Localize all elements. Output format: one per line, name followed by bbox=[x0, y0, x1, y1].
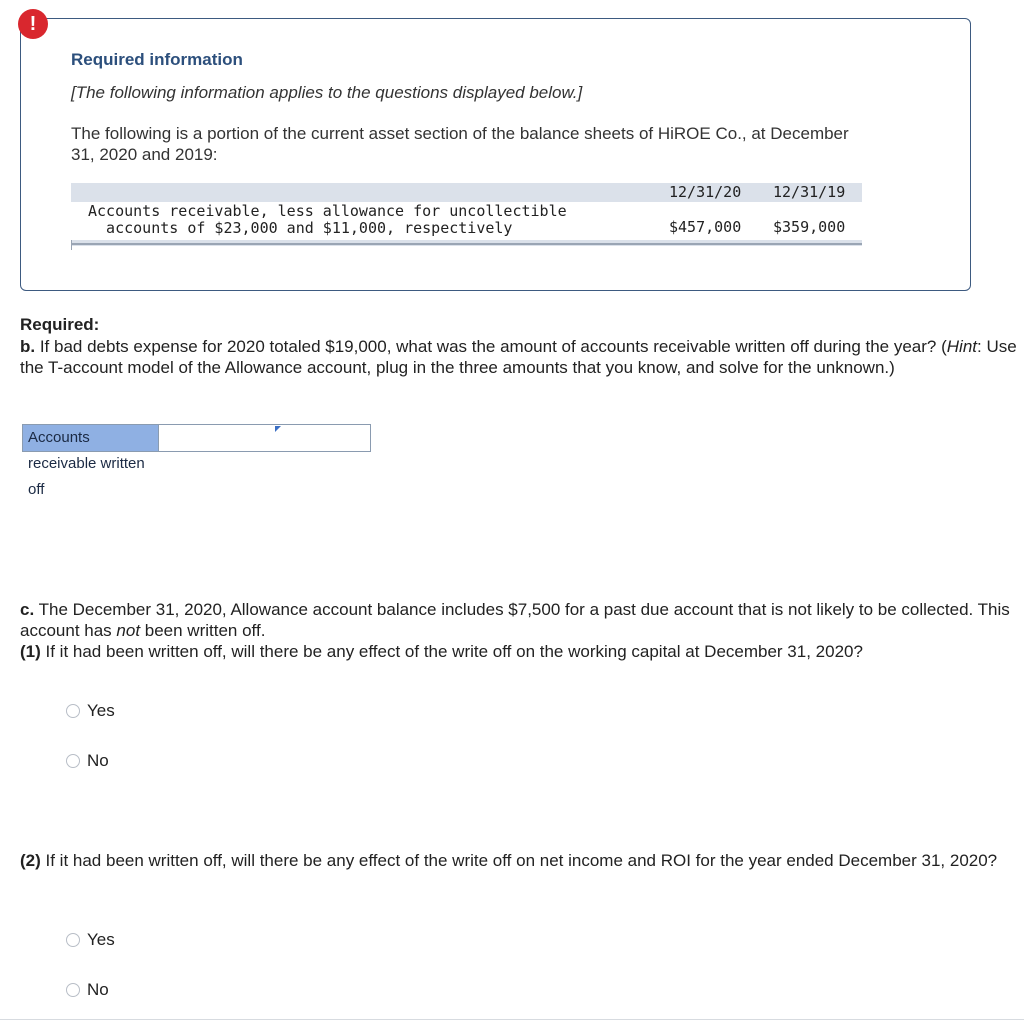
question-c1-prefix: (1) bbox=[20, 642, 41, 661]
table-divider-tick bbox=[71, 240, 72, 250]
alert-icon: ! bbox=[18, 9, 48, 39]
radio-c1-no[interactable] bbox=[66, 751, 109, 771]
hint-label: Hint bbox=[946, 337, 977, 356]
hint-text: : Use the T-account model of the Allowance account, plug in the three amounts that you know, and solve for the unknown.) bbox=[20, 337, 1017, 377]
intro-line-2: 31, 2020 and 2019: bbox=[71, 145, 218, 164]
question-c2 bbox=[20, 850, 1020, 871]
intro-line-1: The following is a portion of the current asset section of the balance sheets of HiROE Co., at December bbox=[71, 124, 849, 143]
question-c-text-before: The December 31, 2020, Allowance account balance includes $7,500 for a past due account that is not likely to be collected. This account has bbox=[20, 600, 1010, 640]
radio-circle-icon[interactable] bbox=[66, 933, 80, 947]
question-b bbox=[20, 336, 1020, 378]
question-c2-prefix: (2) bbox=[20, 851, 41, 870]
answer-b-row bbox=[22, 424, 371, 498]
row-label-line-2: accounts of $23,000 and $11,000, respectively bbox=[88, 219, 513, 237]
question-b-text: If bad debts expense for 2020 totaled $19,000, what was the amount of accounts receivable written off during the year? ( bbox=[35, 337, 947, 356]
value-2020: $457,000 bbox=[669, 218, 742, 236]
radio-c1-no-label: No bbox=[87, 751, 109, 770]
table-divider bbox=[71, 243, 862, 245]
card-note: [The following information applies to the questions displayed below.] bbox=[71, 83, 583, 102]
card-intro bbox=[71, 123, 941, 165]
required-heading: Required: bbox=[20, 315, 100, 334]
radio-c1-yes-label: Yes bbox=[87, 701, 115, 720]
radio-c2-yes[interactable] bbox=[66, 930, 115, 950]
column-header-2020: 12/31/20 bbox=[669, 183, 742, 201]
column-header-2019: 12/31/19 bbox=[773, 183, 846, 201]
question-c1-text: If it had been written off, will there be any effect of the write off on the working capital at December 31, 2020? bbox=[40, 642, 863, 661]
row-label-line-1: Accounts receivable, less allowance for uncollectible bbox=[88, 202, 567, 220]
value-2019: $359,000 bbox=[773, 218, 846, 236]
input-marker-icon bbox=[275, 426, 281, 432]
question-c-text-after: been written off. bbox=[140, 621, 266, 640]
table-row-label bbox=[88, 203, 567, 237]
answer-b-label: Accounts receivable written off bbox=[23, 425, 158, 451]
table-header-band bbox=[71, 183, 862, 202]
question-c bbox=[20, 599, 1010, 662]
question-c-prefix: c. bbox=[20, 600, 35, 619]
question-c2-text: If it had been written off, will there be any effect of the write off on net income and ROI for the year ended December 31, 2020? bbox=[40, 851, 998, 870]
radio-c2-no-label: No bbox=[87, 980, 109, 999]
page-divider bbox=[0, 1019, 1024, 1020]
answer-b-input[interactable] bbox=[158, 425, 370, 451]
radio-c1-yes[interactable] bbox=[66, 701, 115, 721]
required-information-card bbox=[20, 18, 971, 291]
radio-c2-no[interactable] bbox=[66, 980, 109, 1000]
question-c-emphasis: not bbox=[116, 621, 141, 640]
radio-circle-icon[interactable] bbox=[66, 983, 80, 997]
radio-circle-icon[interactable] bbox=[66, 754, 80, 768]
radio-c2-yes-label: Yes bbox=[87, 930, 115, 949]
question-b-prefix: b. bbox=[20, 337, 36, 356]
card-title: Required information bbox=[71, 50, 243, 69]
radio-circle-icon[interactable] bbox=[66, 704, 80, 718]
balance-sheet-table bbox=[71, 183, 862, 251]
